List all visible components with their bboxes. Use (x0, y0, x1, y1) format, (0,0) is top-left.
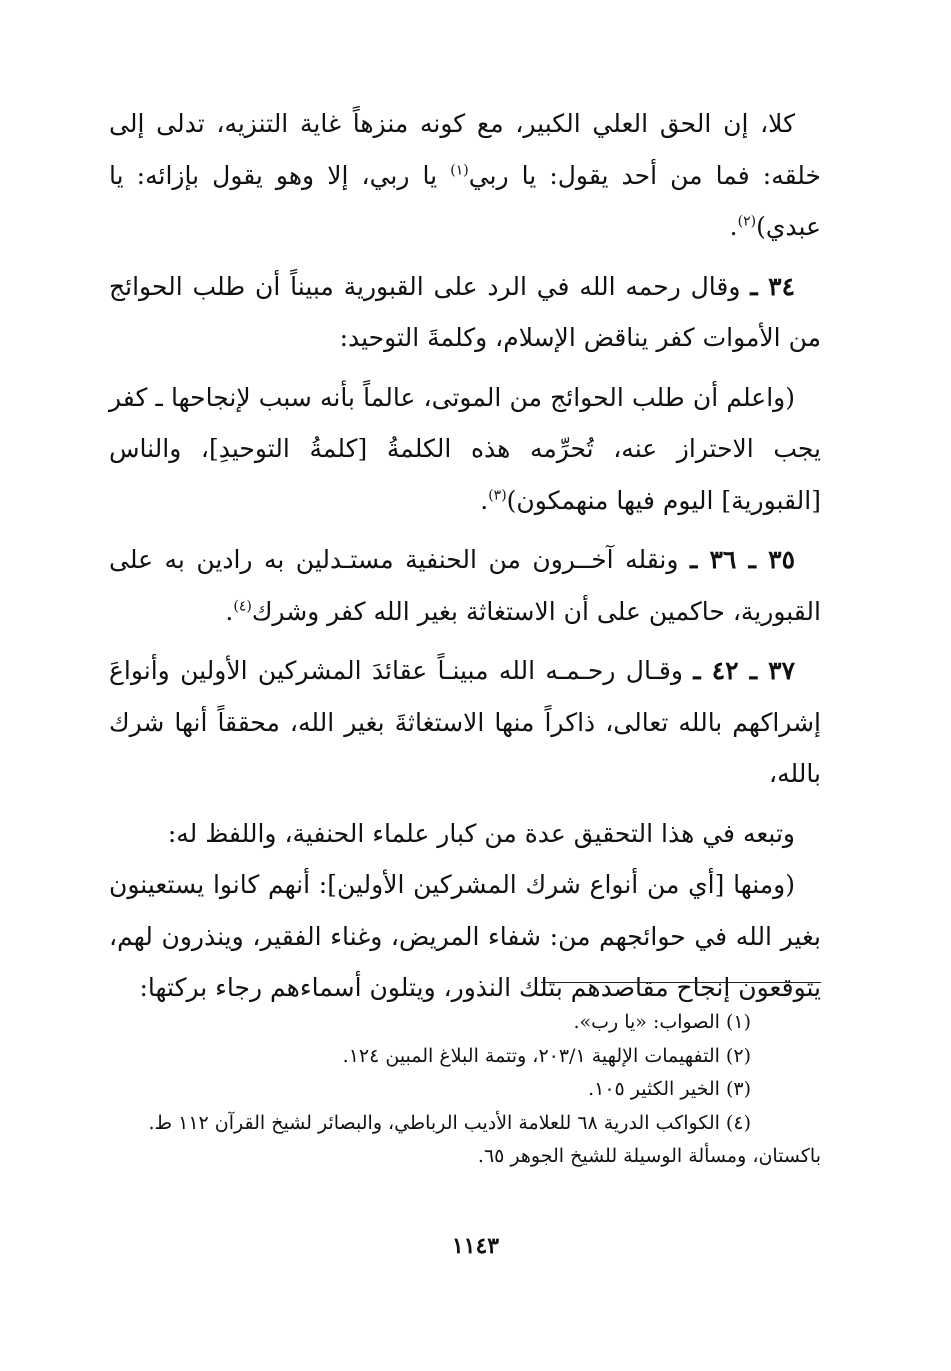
footnote-2: (٢) التفهيمات الإلهية ٢٠٣/١، وتتمة البلاغ المبين ١٢٤. (342, 1044, 751, 1067)
footnote-4-continued: باكستان، ومسألة الوسيلة للشيخ الجوهر ٦٥. (477, 1145, 821, 1167)
page-number: ١١٤٣ (451, 1233, 500, 1259)
paragraph-2: ٣٤ ـ وقال رحمه الله في الرد على القبورية مبيناً أن طلب الحوائج من الأموات كفر يناقض الإسلام، وكلمةَ التوحيد: (109, 271, 821, 352)
paragraph-3-quote: (واعلم أن طلب الحوائج من الموتى، عالماً بأنه سبب لإنجاحها ـ كفر يجب الاحتراز عنه، تُحرِّمه هذه الكلمةُ [كلمةُ التوحيدِ]، والناس [القبورية] اليوم فيها منهمكون)$^{(٣)}$. (109, 382, 821, 515)
footnote-separator (541, 982, 821, 983)
paragraph-4: ٣٥ ـ ٣٦ ـ ونقله آخــرون من الحنفية مستـدلين به رادين به على القبورية، حاكمين على أن الاستغاثة بغير الله كفر وشرك$^{(٤)}$. (109, 545, 821, 626)
item-number: ٣٤ ـ (750, 271, 795, 301)
footnote-ref-3: (٣) (488, 487, 507, 504)
footnote-ref-4: (٤) (233, 598, 252, 615)
footnote-ref-2: (٢) (737, 213, 757, 230)
footnote-ref-1: (١) (450, 162, 469, 179)
paragraph-7-quote: (ومنها [أي من أنواع شرك المشركين الأولين]: أنهم كانوا يستعينون بغير الله في حوائجهم من: شفاء المريض، وغناء الفقير، وينذرون لهم، يتوقعون إنجاح مقاصدهم بتلك النذور، ويتلون أسماءهم رجاء بركتها: (109, 870, 822, 1002)
footnotes (109, 1006, 821, 1174)
paragraph-6: وتبعه في هذا التحقيق عدة من كبار علماء الحنفية، واللفظ له: (167, 818, 795, 848)
item-number: ٣٧ ـ ٤٢ ـ (693, 656, 796, 685)
footnote-3: (٣) الخير الكثير ١٠٥. (588, 1078, 751, 1100)
main-text (109, 98, 821, 1014)
item-number: ٣٥ ـ ٣٦ ـ (689, 545, 796, 574)
paragraph-1: كلا، إن الحق العلي الكبير، مع كونه منزهاً غاية التنزيه، تدلى إلى خلقه: فما من أحد يقول: يا ربي$^{(١)}$ يا ربي، إلا وهو يقول بإزائه: يا عبدي)$^{(٢)}$. (109, 109, 821, 241)
footnote-4: (٤) الكواكب الدرية ٦٨ للعلامة الأديب الرباطي، والبصائر لشيخ القرآن ١١٢ ط. (148, 1111, 751, 1134)
footnote-1: (١) الصواب: «يا رب». (573, 1011, 751, 1033)
paragraph-5: ٣٧ ـ ٤٢ ـ وقـال رحـمـه الله مبينـاً عقائدَ المشركين الأولين وأنواعَ إشراكهم بالله تعالى، ذاكراً منها الاستغاثةَ بغير الله، محققاً أنها شرك بالله، (109, 656, 821, 788)
